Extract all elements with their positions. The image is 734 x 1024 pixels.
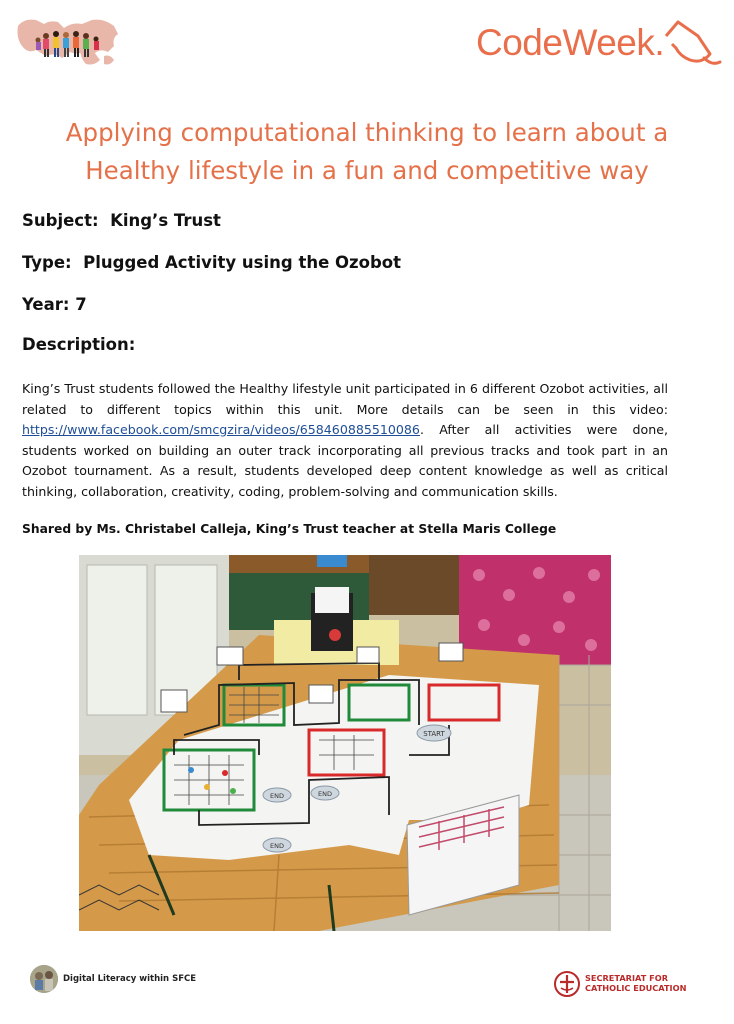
end-label-3: END <box>270 842 284 850</box>
year-row <box>22 295 87 314</box>
end-label-1: END <box>270 792 284 800</box>
footer-left-text: Digital Literacy within SFCE <box>63 974 197 984</box>
description-heading <box>22 335 135 354</box>
footer-secretariat <box>553 970 693 1002</box>
subject-row <box>22 211 221 230</box>
classroom-photo <box>79 555 611 931</box>
world-map-children-icon <box>14 12 122 74</box>
year-label: Year: <box>22 295 70 314</box>
subject-label: Subject: <box>22 211 99 230</box>
secretariat-text <box>585 973 686 993</box>
shared-by-credit: Shared by Ms. Christabel Calleja, King’s Trust teacher at Stella Maris College <box>22 522 557 536</box>
description-paragraph <box>22 379 668 502</box>
codeweek-curly-brace-icon <box>658 14 728 74</box>
group-photo-icon <box>30 965 58 993</box>
title-line-1: Applying computational thinking to learn about a <box>65 118 669 147</box>
secretariat-line-1: SECRETARIAT FOR <box>585 973 669 983</box>
description-label: Description: <box>22 335 136 354</box>
secretariat-line-2: CATHOLIC EDUCATION <box>585 983 687 993</box>
start-label: START <box>423 730 445 738</box>
ozobot-track-photo-image <box>79 555 611 931</box>
description-text-1: King’s Trust students followed the Healthy lifestyle unit participated in 6 different Ozobot activities, all related to different topics within this unit. More details can be seen in this video: <box>22 381 668 417</box>
page-title <box>0 114 734 190</box>
type-label: Type: <box>22 253 72 272</box>
codeweek-logo <box>476 14 728 74</box>
title-line-2: Healthy lifestyle in a fun and competitive way <box>85 156 649 185</box>
subject-value: King’s Trust <box>110 211 221 230</box>
video-link[interactable]: https://www.facebook.com/smcgzira/videos/658460885510086 <box>22 422 420 437</box>
codeweek-logo-text: CodeWeek. <box>476 22 665 63</box>
year-value: 7 <box>75 295 87 314</box>
secretariat-emblem-icon <box>553 970 581 998</box>
description-text-2: . After all activities were done, students worked on building an outer track incorporating all previous tracks and took part in an Ozobot tournament. As a result, students developed deep content knowledge as well as critical thinking, collaboration, creativity, coding, problem-solving and communication skills. <box>22 422 668 499</box>
type-value: Plugged Activity using the Ozobot <box>83 253 402 272</box>
kids-world-map-logo <box>14 12 122 74</box>
type-row <box>22 253 401 272</box>
end-label-2: END <box>318 790 332 798</box>
